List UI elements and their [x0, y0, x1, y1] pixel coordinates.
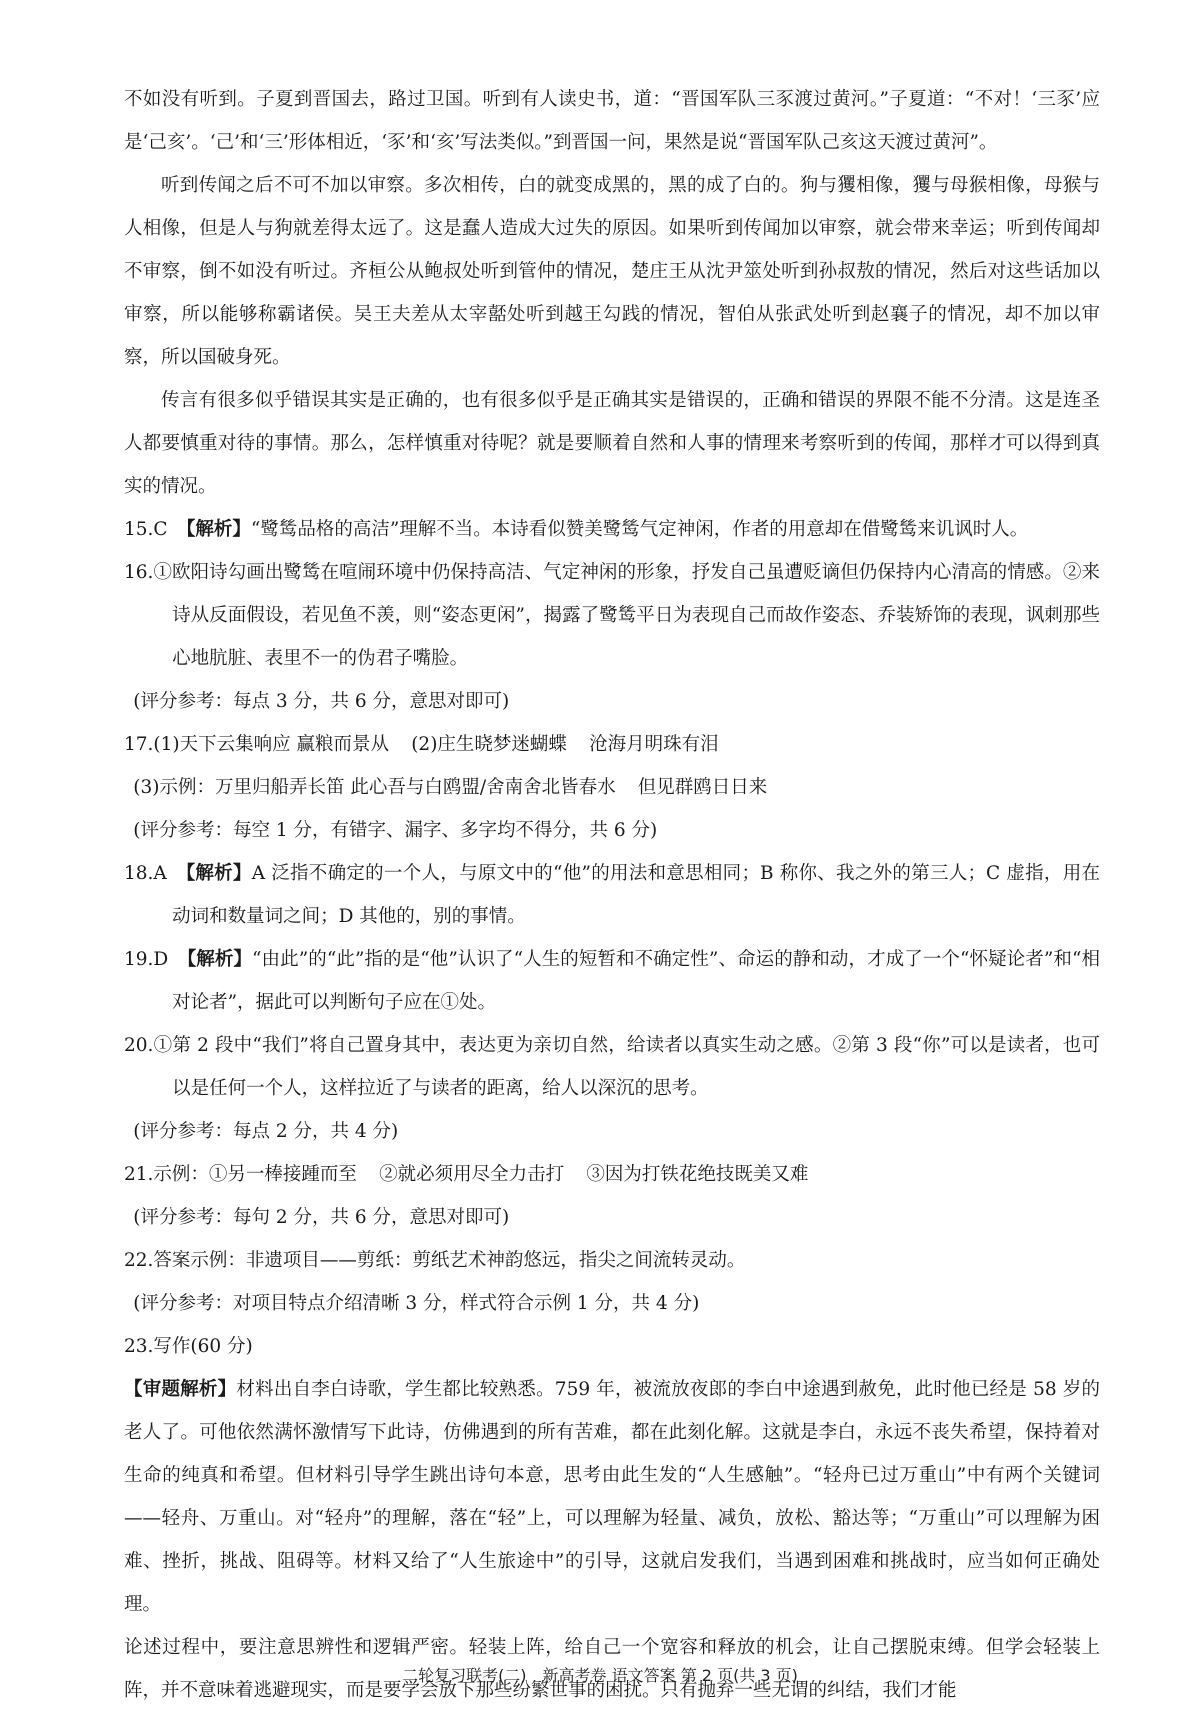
answer-15-number: 15.C	[124, 519, 168, 540]
answer-document	[124, 78, 1100, 1712]
answer-20-score: (评分参考：每点 2 分，共 4 分)	[133, 1121, 399, 1142]
answer-21-part-2: ②就必须用尽全力击打	[379, 1164, 565, 1185]
answer-18-text: A 泛指不确定的一个人，与原文中的“他”的用法和意思相同；B 称你、我之外的第三人；C 虚指，用在动词和数量词之间；D 其他的，别的事情。	[172, 863, 1100, 927]
answer-22-score: (评分参考：对项目特点介绍清晰 3 分，样式符合示例 1 分，共 4 分)	[133, 1293, 700, 1314]
answer-21-score: (评分参考：每句 2 分，共 6 分，意思对即可)	[133, 1207, 510, 1228]
answer-17-part-3: 沧海月明珠有泪	[589, 734, 719, 755]
translation-paragraph-3: 传言有很多似乎错误其实是正确的，也有很多似乎是正确其实是错误的，正确和错误的界限不能不分清。这是连圣人都要慎重对待的事情。那么，怎样慎重对待呢？就是要顺着自然和人事的情理来考察听到的传闻，那样才可以得到真实的情况。	[124, 390, 1100, 497]
translation-paragraph-1: 不如没有听到。子夏到晋国去，路过卫国。听到有人读史书，道：“晋国军队三豕渡过黄河。”子夏道：“不对！‘三豕’应是‘己亥’。‘己’和‘三’形体相近，‘豕’和‘亥’写法类似。”到晋国一问，果然是说“晋国军队己亥这天渡过黄河”。	[124, 89, 1100, 153]
answer-17-part-4: (3)示例：万里归船弄长笛 此心吾与白鸥盟/舍南舍北皆春水	[133, 777, 616, 798]
answer-23-analysis	[124, 1368, 1100, 1626]
page-footer: 二轮复习联考(二) 新高考卷 语文答案 第 2 页(共 3 页)	[402, 1666, 798, 1685]
answer-23-argument: 论述过程中，要注意思辨性和逻辑严密。轻装上阵，给自己一个宽容和释放的机会，让自己摆脱束缚。但学会轻装上阵，并不意味着逃避现实，而是要学会放下那些纷繁世事的困扰。只有抛弃一些无谓的纠结，我们才能	[124, 1637, 1100, 1701]
answer-23-text: 材料出自李白诗歌，学生都比较熟悉。759 年，被流放夜郎的李白中途遇到赦免，此时他已经是 58 岁的老人了。可他依然满怀激情写下此诗，仿佛遇到的所有苦难，都在此刻化解。这就是李白，永远不丧失希望，保持着对生命的纯真和希望。但材料引导学生跳出诗句本意，思考由此生发的“人生感触”。“轻舟已过万重山”中有两个关键词——轻舟、万重山。对“轻舟”的理解，落在“轻”上，可以理解为轻量、减负，放松、豁达等；“万重山”可以理解为困难、挫折，挑战、阻碍等。材料又给了“人生旅途中”的引导，这就启发我们，当遇到困难和挑战时，应当如何正确处理。	[124, 1379, 1100, 1615]
answer-22: 22.答案示例：非遗项目——剪纸：剪纸艺术神韵悠远，指尖之间流转灵动。	[124, 1250, 746, 1271]
answer-16-score: (评分参考：每点 3 分，共 6 分，意思对即可)	[133, 691, 510, 712]
answer-19-tag: 【解析】	[186, 949, 253, 970]
answer-17-line-1	[124, 723, 1100, 766]
answer-15-text: “鹭鸶品格的高洁”理解不当。本诗看似赞美鹭鸶气定神闲，作者的用意却在借鹭鸶来讥讽时人。	[250, 519, 1029, 540]
answer-23-title: 23.写作(60 分)	[124, 1336, 253, 1357]
answer-19	[124, 938, 1100, 1024]
answer-17-line-2	[124, 766, 1100, 809]
answer-20: 20.①第 2 段中“我们”将自己置身其中，表达更为亲切自然，给读者以真实生动之感。②第 3 段“你”可以是读者，也可以是任何一个人，这样拉近了与读者的距离，给人以深沉的思考。	[124, 1035, 1100, 1099]
answer-17-part-1: 17.(1)天下云集响应 赢粮而景从	[124, 734, 390, 755]
answer-21	[124, 1153, 1100, 1196]
answer-18-tag: 【解析】	[185, 863, 252, 884]
answer-17-score: (评分参考：每空 1 分，有错字、漏字、多字均不得分，共 6 分)	[133, 820, 658, 841]
answer-18-number: 18.A	[124, 863, 167, 884]
answer-21-part-3: ③因为打铁花绝技既美又难	[586, 1164, 809, 1185]
translation-paragraph-2: 听到传闻之后不可不加以审察。多次相传，白的就变成黑的，黑的成了白的。狗与玃相像，玃与母猴相像，母猴与人相像，但是人与狗就差得太远了。这是蠢人造成大过失的原因。如果听到传闻加以审察，就会带来幸运；听到传闻却不审察，倒不如没有听过。齐桓公从鲍叔处听到管仲的情况，楚庄王从沈尹筮处听到孙叔敖的情况，然后对这些话加以审察，所以能够称霸诸侯。吴王夫差从太宰嚭处听到越王勾践的情况，智伯从张武处听到赵襄子的情况，却不加以审察，所以国破身死。	[124, 175, 1100, 368]
answer-15	[124, 508, 1100, 551]
answer-19-text: “由此”的“此”指的是“他”认识了“人生的短暂和不确定性”、命运的静和动，才成了一个“怀疑论者”和“相对论者”，据此可以判断句子应在①处。	[172, 949, 1100, 1013]
answer-15-tag: 【解析】	[186, 519, 251, 540]
answer-18	[124, 852, 1100, 938]
answer-23-tag: 【审题解析】	[124, 1379, 237, 1400]
answer-17-part-5: 但见群鸥日日来	[637, 777, 768, 798]
answer-17-part-2: (2)庄生晓梦迷蝴蝶	[411, 734, 567, 755]
answer-16: 16.①欧阳诗勾画出鹭鸶在喧闹环境中仍保持高洁、气定神闲的形象，抒发自己虽遭贬谪但仍保持内心清高的情感。②来诗从反面假设，若见鱼不羡，则“姿态更闲”，揭露了鹭鸶平日为表现自己而故作姿态、乔装矫饰的表现，讽刺那些心地肮脏、表里不一的伪君子嘴脸。	[124, 562, 1100, 669]
answer-19-number: 19.D	[124, 949, 169, 970]
answer-21-part-1: 21.示例：①另一棒接踵而至	[124, 1164, 357, 1185]
